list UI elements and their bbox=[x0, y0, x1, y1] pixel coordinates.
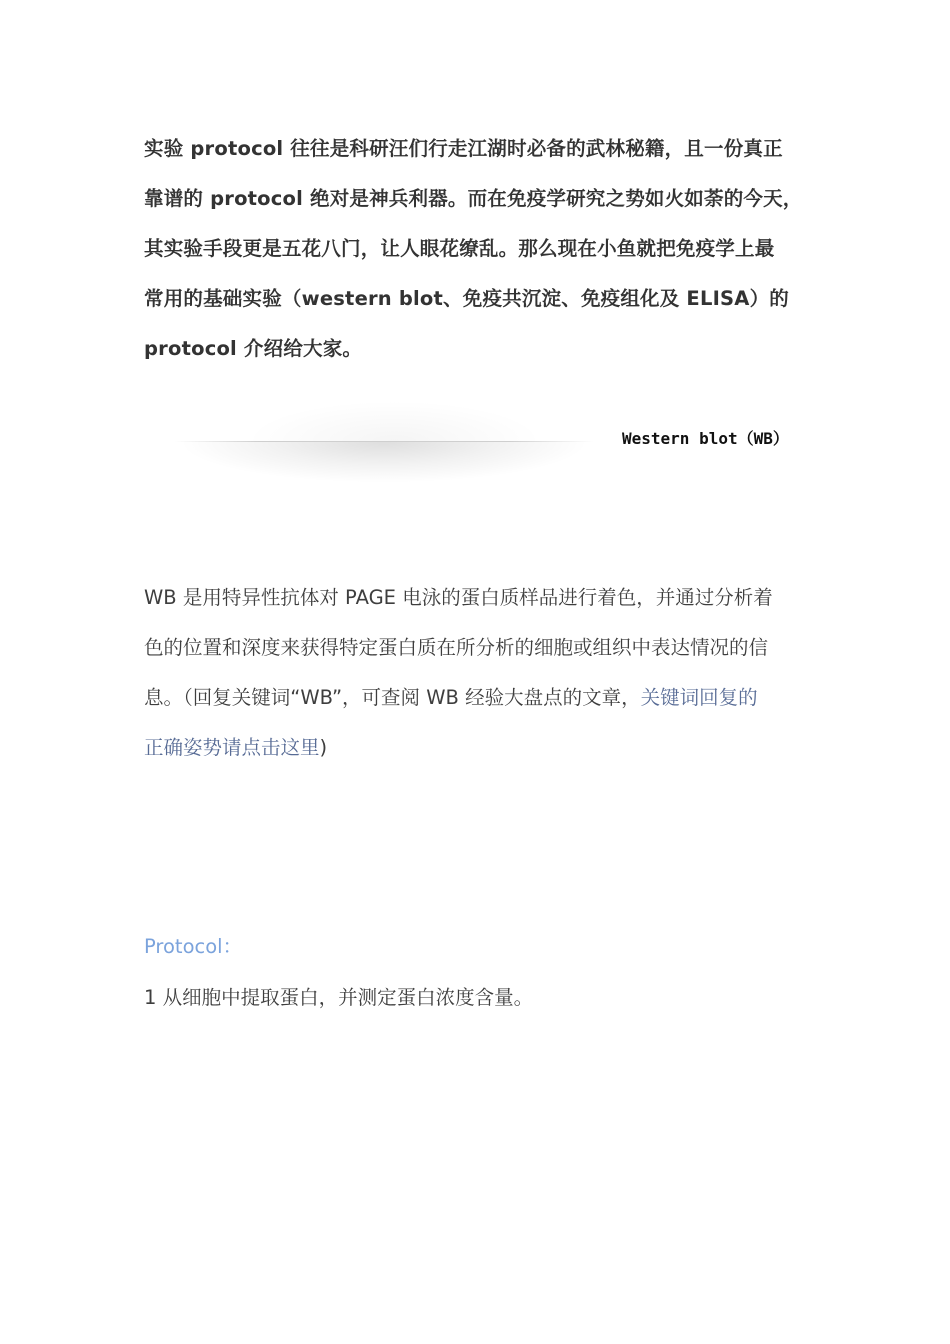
keyword-reply-link[interactable]: 关键词回复的 bbox=[640, 686, 758, 709]
intro-line: protocol 介绍给大家。 bbox=[144, 337, 363, 360]
protocol-label: Protocol： bbox=[144, 935, 243, 958]
description-line: WB 是用特异性抗体对 PAGE 电泳的蛋白质样品进行着色，并通过分析着 bbox=[144, 586, 773, 609]
description-line bbox=[144, 673, 824, 723]
intro-line: 其实验手段更是五花八门，让人眼花缭乱。那么现在小鱼就把免疫学上最 bbox=[144, 237, 775, 260]
intro-line: 靠谱的 protocol 绝对是神兵利器。而在免疫学研究之势如火如荼的今天， bbox=[144, 187, 803, 210]
divider-shadow bbox=[184, 442, 584, 482]
intro-line: 实验 protocol 往往是科研汪们行走江湖时必备的武林秘籍，且一份真正 bbox=[144, 137, 783, 160]
description-line: 色的位置和深度来获得特定蛋白质在所分析的细胞或组织中表达情况的信 bbox=[144, 636, 769, 659]
intro-line: 常用的基础实验（western blot、免疫共沉淀、免疫组化及 ELISA）的 bbox=[144, 287, 789, 310]
keyword-reply-link[interactable]: 正确姿势请点击这里 bbox=[144, 736, 320, 759]
protocol-step-1: 1 从细胞中提取蛋白，并测定蛋白浓度含量。 bbox=[144, 986, 534, 1009]
section-title: Western blot（WB） bbox=[622, 429, 789, 448]
description-text: 息。（回复关键词“WB”，可查阅 WB 经验大盘点的文章， bbox=[144, 686, 641, 709]
divider-glow bbox=[244, 400, 544, 441]
description-line bbox=[144, 723, 824, 773]
description-paragraph bbox=[144, 573, 824, 773]
closing-paren: ) bbox=[319, 736, 328, 759]
intro-paragraph bbox=[144, 124, 824, 374]
section-divider bbox=[144, 400, 614, 490]
